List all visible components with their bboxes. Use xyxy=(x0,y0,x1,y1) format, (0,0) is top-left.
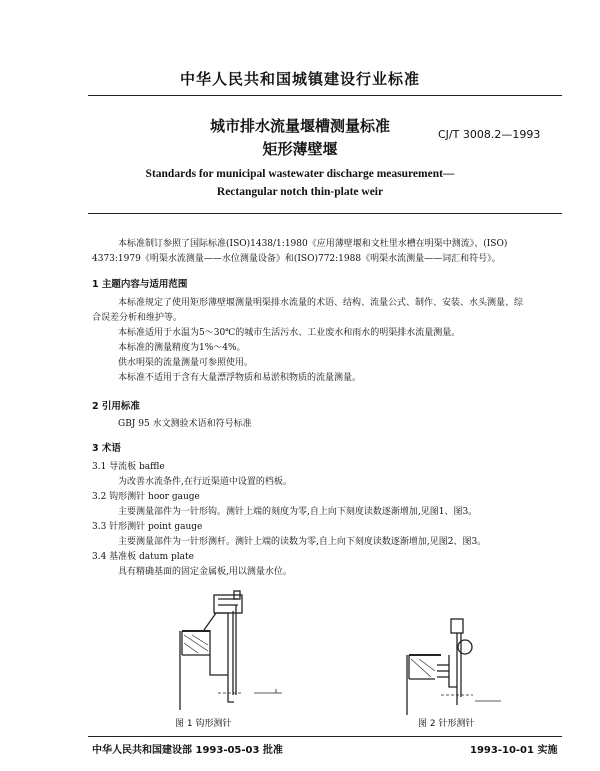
english-title-line-2: Rectangular notch thin-plate weir xyxy=(216,186,384,198)
intro-line-1: 本标准制订参照了国际标准(ISO)1438/1:1980《应用薄壁堰和文杜里水槽在明渠中测流》、(ISO) xyxy=(118,239,508,249)
section-1-para-3: 本标准的测量精度为1%～4%。 xyxy=(118,343,246,353)
figure-2-point-gauge-drawing xyxy=(405,615,505,715)
standard-code: CJ/T 3008.2—1993 xyxy=(438,128,541,141)
intro-line-2: 4373:1979《明渠水流测量——水位测量设备》和(ISO)772:1988《明渠水流测量——词汇和符号》。 xyxy=(92,254,501,264)
footer-rule xyxy=(88,736,562,737)
term-3-4-text: 具有精确基面的固定金属板,用以测量水位。 xyxy=(118,567,292,577)
section-1-para-1-line-2: 合误差分析和维护等。 xyxy=(92,313,183,323)
term-3-1-text: 为改善水流条件,在行近渠道中设置的档板。 xyxy=(118,477,292,487)
term-3-3-text: 主要测量部件为一针形测杆。测针上端的读数为零,自上向下刻度读数逐渐增加,见图2、图3。 xyxy=(118,537,487,547)
issuer-heading: 中华人民共和国城镇建设行业标准 xyxy=(179,70,420,88)
term-3-4-title: 3.4 基准板 datum plate xyxy=(92,552,194,562)
section-1-para-1-line-1: 本标准规定了使用矩形薄壁堰测量明渠排水流量的术语、结构、流量公式、制作、安装、水头测量、综 xyxy=(118,298,524,308)
section-1-para-5: 本标准不适用于含有大量漂浮物质和易淤积物质的流量测量。 xyxy=(118,373,362,383)
term-3-1-title: 3.1 导流板 baffle xyxy=(92,462,165,472)
figure-1-caption: 图 1 钩形测针 xyxy=(175,719,232,729)
section-2-reference: GBJ 95 水文测验术语和符号标准 xyxy=(118,419,252,429)
term-3-2-title: 3.2 钩形测针 hoor gauge xyxy=(92,492,200,502)
english-title-line-1: Standards for municipal wastewater discharge measurement— xyxy=(145,168,455,180)
term-3-2-text: 主要测量部件为一针形钩。测针上端的刻度为零,自上向下刻度读数逐渐增加,见图1、图3。 xyxy=(118,507,478,517)
title-rule xyxy=(88,213,562,214)
effective-date: 1993-10-01 实施 xyxy=(470,745,558,756)
section-1-para-4: 供水明渠的流量测量可参照使用。 xyxy=(118,358,254,368)
title-line-1: 城市排水流量堰槽测量标准 xyxy=(209,117,390,135)
approval-note: 中华人民共和国建设部 1993-05-03 批准 xyxy=(92,745,283,756)
header-rule xyxy=(88,95,562,96)
figure-1-hook-gauge-drawing xyxy=(178,585,288,710)
term-3-3-title: 3.3 针形测针 point gauge xyxy=(92,522,203,532)
section-1-heading: 1 主题内容与适用范围 xyxy=(92,279,188,290)
title-line-2: 矩形薄壁堰 xyxy=(262,140,338,158)
section-3-heading: 3 术语 xyxy=(92,443,121,454)
section-1-para-2: 本标准适用于水温为5～30℃的城市生活污水、工业废水和雨水的明渠排水流量测量。 xyxy=(118,328,461,338)
section-2-heading: 2 引用标准 xyxy=(92,401,140,412)
figure-2-caption: 图 2 针形测针 xyxy=(418,719,475,729)
